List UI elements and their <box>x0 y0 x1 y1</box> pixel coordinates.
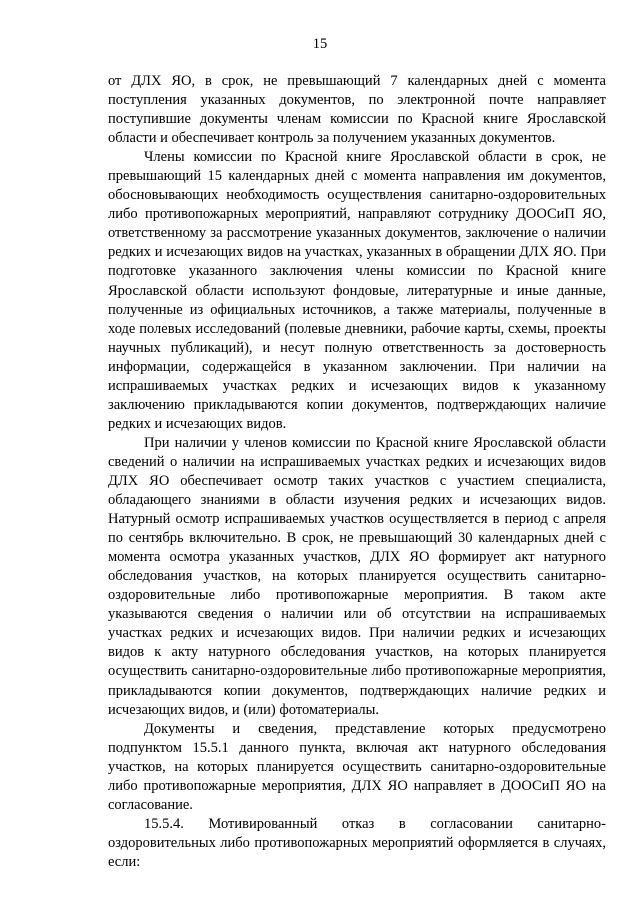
paragraph-continuation: от ДЛХ ЯО, в срок, не превышающий 7 календарных дней с момента поступления указанных документов, по электронной почте направляет поступившие документы членам комиссии по Красной книге Ярославской области и обеспечивает контроль за получением указанных документов. <box>108 73 606 147</box>
paragraph-field-inspection: При наличии у членов комиссии по Красной книге Ярославской области сведений о наличии на испрашиваемых участках редких и исчезающих видов ДЛХ ЯО обеспечивает осмотр таких участков с участием специалиста, обладающего знаниями в области изучения редких и исчезающих видов. Натурный осмотр испрашиваемых участков осуществляется в период с апреля по сентябрь включительно. В срок, не превышающий 30 календарных дней с момента осмотра указанных участков, ДЛХ ЯО формирует акт натурного обследования участков, на которых планируется осуществить санитарно-оздоровительные либо противопожарные мероприятия. В таком акте указываются сведения о наличии или об отсутствии на испрашиваемых участках редких и исчезающих видов. При наличии редких и исчезающих видов к акту натурного обследования участков, на которых планируется осуществить санитарно-оздоровительные либо противопожарные мероприятия, прикладываются копии документов, подтверждающих наличие редких и исчезающих видов, и (или) фотоматериалы. <box>108 434 606 718</box>
page-number: 15 <box>312 36 328 52</box>
paragraph-item-15-5-4: 15.5.4. Мотивированный отказ в согласовании санитарно-оздоровительных либо противопожарных мероприятий оформляется в случаях, если: <box>108 815 606 870</box>
paragraph-documents-approval: Документы и сведения, представление которых предусмотрено подпунктом 15.5.1 данного пункта, включая акт натурного обследования участков, на которых планируется осуществить санитарно-оздоровительные либо противопожарные мероприятия, ДЛХ ЯО направляет в ДООСиП ЯО на согласование. <box>108 720 606 813</box>
document-body <box>108 72 606 872</box>
paragraph-commission-conclusion: Члены комиссии по Красной книге Ярославской области в срок, не превышающий 15 календарных дней с момента направления им документов, обосновывающих необходимость осуществления санитарно-оздоровительных либо противопожарных мероприятий, направляют сотруднику ДООСиП ЯО, ответственному за рассмотрение указанных документов, заключение о наличии редких и исчезающих видов на участках, указанных в обращении ДЛХ ЯО. При подготовке указанного заключения члены комиссии по Красной книге Ярославской области используют фондовые, литературные и иные данные, полученные из официальных источников, а также материалы, полученные в ходе полевых исследований (полевые дневники, рабочие карты, схемы, проекты научных публикаций), и несут полную ответственность за достоверность информации, содержащейся в указанном заключении. При наличии на испрашиваемых участках редких и исчезающих видов к указанному заключению прикладываются копии документов, подтверждающих наличие редких и исчезающих видов. <box>108 149 606 432</box>
